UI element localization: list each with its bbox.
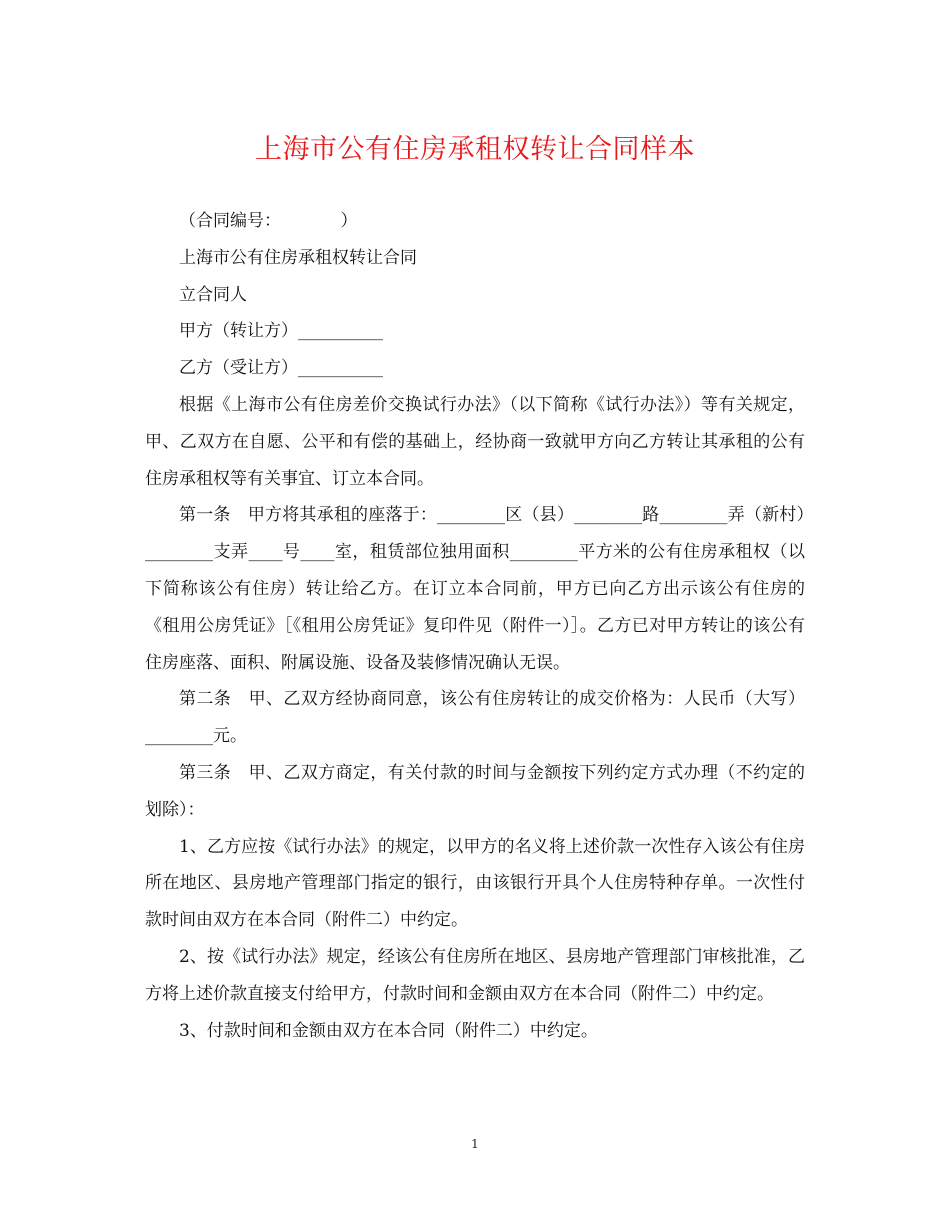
document-title: 上海市公有住房承租权转让合同样本 [255, 134, 695, 165]
payment-option-1: 1、乙方应按《试行办法》的规定，以甲方的名义将上述价款一次性存入该公有住房所在地区、县房地产管理部门指定的银行，由该银行开具个人住房特种存单。一次性付款时间由双方在本合同（附件二）中约定。 [145, 836, 805, 931]
payment-option-3: 3、付款时间和金额由双方在本合同（附件二）中约定。 [179, 1020, 598, 1041]
contract-heading: 上海市公有住房承租权转让合同 [179, 247, 417, 268]
party-b-line: 乙方（受让方）__________ [179, 358, 383, 379]
document-body [145, 203, 805, 1049]
payment-option-2: 2、按《试行办法》规定，经该公有住房所在地区、县房地产管理部门审核批准，乙方将上述价款直接支付给甲方，付款时间和金额由双方在本合同（附件二）中约定。 [145, 946, 805, 1004]
page-number: 1 [471, 1137, 479, 1151]
article-2-paragraph: 第二条 甲、乙双方经协商同意，该公有住房转让的成交价格为：人民币（大写）________元。 [145, 689, 805, 747]
article-1-paragraph: 第一条 甲方将其承租的座落于：________区（县）________路________弄（新村）________支弄____号____室，租赁部位独用面积________平方米的公有住房承租权（以下简称该公有住房）转让给乙方。在订立本合同前，甲方已向乙方出示该公有住房的《租用公房凭证》［《租用公房凭证》复印件见（附件一）］。乙方已对甲方转让的该公有住房座落、面积、附属设施、设备及装修情况确认无误。 [145, 505, 805, 673]
contract-number-line: （合同编号： ） [179, 211, 358, 231]
party-a-line: 甲方（转让方）__________ [179, 321, 383, 342]
preamble-paragraph: 根据《上海市公有住房差价交换试行办法》（以下简称《试行办法》）等有关规定，甲、乙双方在自愿、公平和有偿的基础上，经协商一致就甲方向乙方转让其承租的公有住房承租权等有关事宜、订立本合同。 [145, 394, 805, 489]
article-3-paragraph: 第三条 甲、乙双方商定，有关付款的时间与金额按下列约定方式办理（不约定的划除）： [145, 762, 805, 820]
parties-label: 立合同人 [179, 284, 247, 305]
